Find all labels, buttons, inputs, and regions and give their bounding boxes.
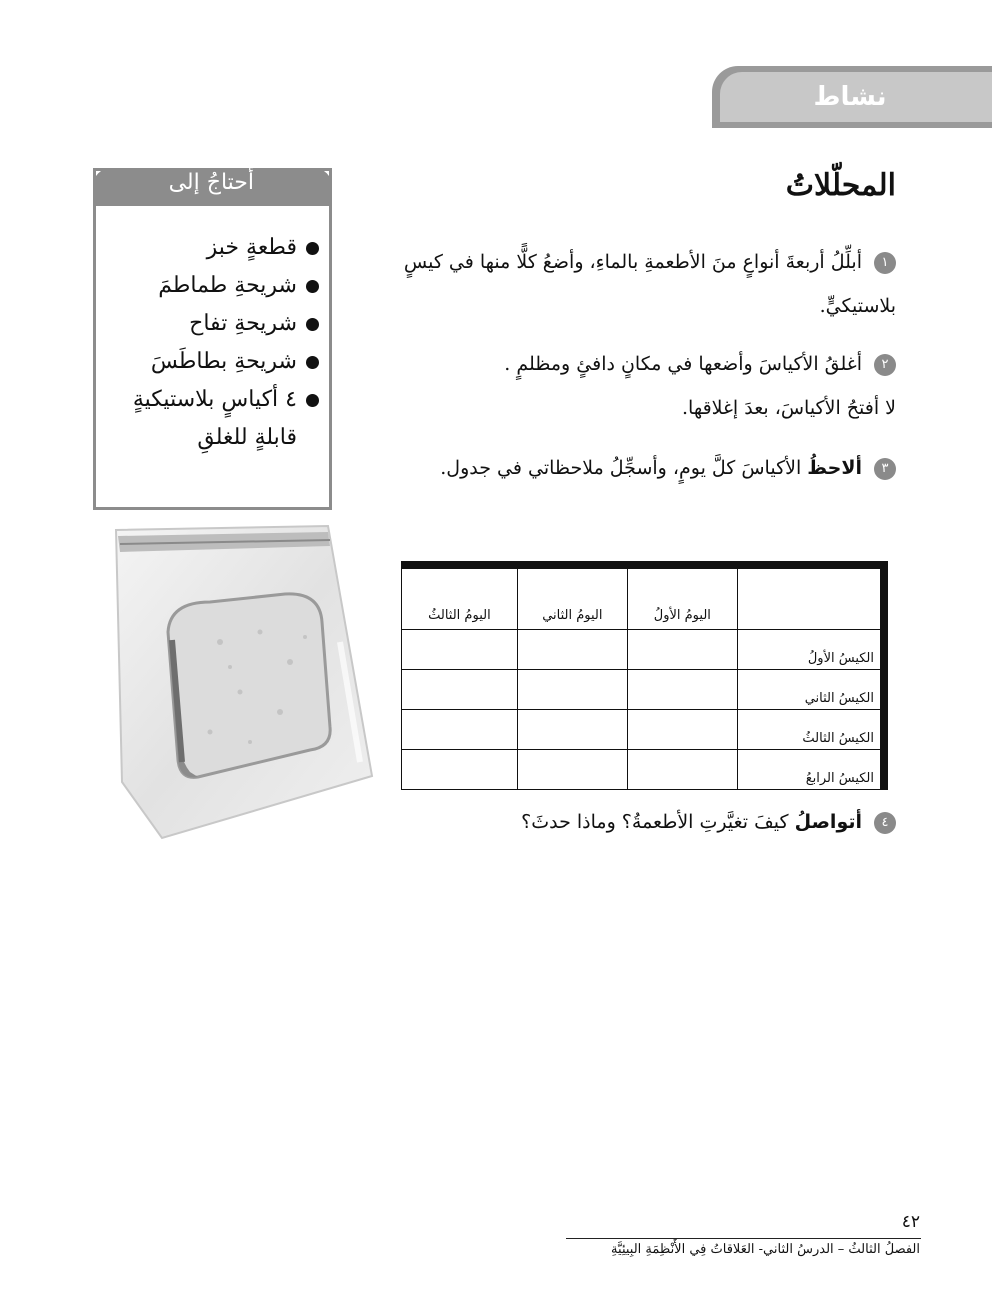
step-keyword: أتواصلُ bbox=[794, 811, 862, 833]
table-header-cell: اليومُ الثالثُ bbox=[402, 565, 518, 630]
materials-title: أحتاجُ إلى bbox=[168, 170, 254, 195]
step-number-badge: ٣ bbox=[874, 458, 896, 480]
table-header-cell bbox=[737, 565, 884, 630]
table-header-cell: اليومُ الثاني bbox=[517, 565, 627, 630]
table-header-cell: اليومُ الأولُ bbox=[627, 565, 737, 630]
bullet-icon bbox=[306, 394, 319, 407]
step-number-badge: ٤ bbox=[874, 812, 896, 834]
table-cell[interactable] bbox=[517, 630, 627, 670]
step-text: أبلِّلُ أربعةَ أنواعٍ منَ الأطعمةِ بالماءِ، وأضعُ كلًّا منها في كيسٍ bbox=[403, 251, 862, 273]
table-cell[interactable] bbox=[627, 710, 737, 750]
table-cell[interactable] bbox=[627, 630, 737, 670]
table-row bbox=[402, 670, 885, 710]
table-cell[interactable] bbox=[402, 750, 518, 790]
table-cell: الكيسُ الرابعُ bbox=[737, 750, 884, 790]
activity-tab-inner bbox=[720, 72, 992, 122]
page-title: المحلّلاتُ bbox=[785, 168, 896, 203]
step-2 bbox=[504, 342, 896, 430]
list-item: شريحةِ تفاح bbox=[101, 305, 321, 343]
table-row bbox=[402, 750, 885, 790]
table-cell[interactable] bbox=[627, 750, 737, 790]
activity-tab bbox=[712, 66, 992, 128]
bullet-icon bbox=[306, 356, 319, 369]
materials-list bbox=[101, 229, 321, 457]
activity-tab-label: نشاط bbox=[813, 82, 887, 112]
step-text: أغلقُ الأكياسَ وأضعها في مكانٍ دافئٍ ومظلمٍ . bbox=[504, 353, 862, 375]
footer-chapter-text: الفصلُ الثالثُ – الدرسُ الثاني- العَلاقاتُ فِي الأَنْظِمَةِ البِيئِيَّةِ bbox=[611, 1242, 920, 1257]
bullet-icon bbox=[306, 242, 319, 255]
footer-divider bbox=[566, 1238, 921, 1239]
step-keyword: ألاحظُ bbox=[807, 457, 862, 479]
table-header-row bbox=[402, 565, 885, 630]
table-row bbox=[402, 710, 885, 750]
step-3 bbox=[440, 446, 896, 490]
table-cell[interactable] bbox=[517, 750, 627, 790]
step-4 bbox=[521, 800, 896, 844]
table-cell[interactable] bbox=[517, 710, 627, 750]
step-text: كيفَ تغيَّرتِ الأطعمةُ؟ وماذا حدثَ؟ bbox=[521, 811, 789, 833]
table-cell[interactable] bbox=[402, 710, 518, 750]
step-text-continued: لا أفتحُ الأكياسَ، بعدَ إغلاقها. bbox=[681, 397, 896, 419]
materials-box-header bbox=[93, 168, 332, 206]
table-cell[interactable] bbox=[402, 630, 518, 670]
step-number-badge: ٢ bbox=[874, 354, 896, 376]
table-cell[interactable] bbox=[402, 670, 518, 710]
bread-in-bag-photo bbox=[110, 522, 375, 840]
table-cell: الكيسُ الأولُ bbox=[737, 630, 884, 670]
table-cell: الكيسُ الثاني bbox=[737, 670, 884, 710]
table-cell: الكيسُ الثالثُ bbox=[737, 710, 884, 750]
bullet-icon bbox=[306, 280, 319, 293]
table-row bbox=[402, 630, 885, 670]
page-number: ٤٢ bbox=[901, 1212, 920, 1232]
step-number-badge: ١ bbox=[874, 252, 896, 274]
step-text-continued: بلاستيكيٍّ. bbox=[819, 295, 896, 317]
observation-table bbox=[401, 561, 888, 790]
list-item: شريحةِ طماطمَ bbox=[101, 267, 321, 305]
list-item: ٤ أكياسٍ بلاستيكيةٍ قابلةٍ للغلقِ bbox=[101, 381, 321, 457]
bullet-icon bbox=[306, 318, 319, 331]
step-text: الأكياسَ كلَّ يومٍ، وأسجِّلُ ملاحظاتي في جدول. bbox=[440, 457, 802, 479]
list-item: شريحةِ بطاطَسَ bbox=[101, 343, 321, 381]
list-item: قطعةٍ خبز bbox=[101, 229, 321, 267]
table-cell[interactable] bbox=[627, 670, 737, 710]
materials-box bbox=[93, 168, 332, 510]
table-cell[interactable] bbox=[517, 670, 627, 710]
step-1 bbox=[404, 240, 896, 328]
